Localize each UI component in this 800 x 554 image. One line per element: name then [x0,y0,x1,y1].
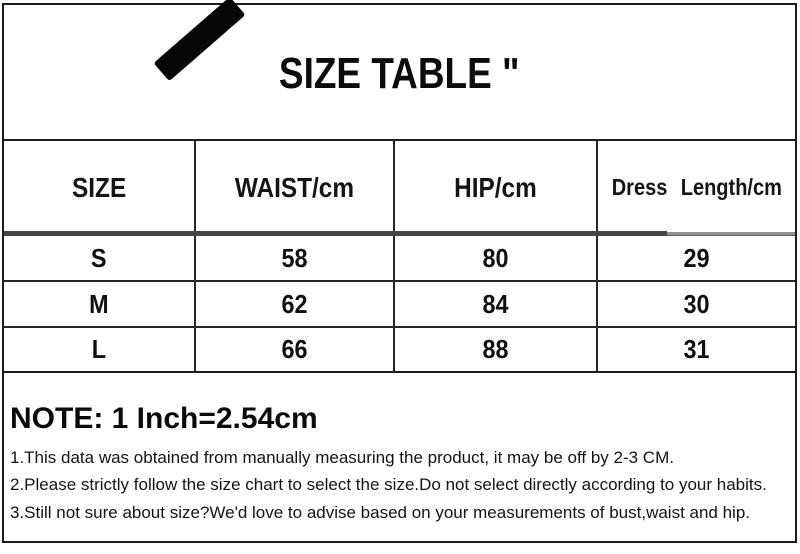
cell-waist-s: 58 [196,236,395,282]
cell-length-m: 30 [598,282,795,328]
cell-waist-m: 62 [196,282,395,328]
size-table [4,141,795,373]
column-header-waist: WAIST/cm [196,141,395,236]
column-header-hip: HIP/cm [395,141,598,236]
cell-size-l: L [4,328,196,371]
header-thin-rule [667,232,795,235]
header-thick-rule [4,231,667,236]
page-title-text: SIZE TABLE " [279,49,520,98]
note-line-2: 2.Please strictly follow the size chart to select the size.Do not select directly according to your habits. [10,475,767,494]
column-header-dress-length: Dress Length/cm [598,141,795,236]
note-list [10,444,785,527]
note-heading: NOTE: 1 Inch=2.54cm [10,402,318,435]
cell-hip-l: 88 [395,328,598,371]
cell-length-l: 31 [598,328,795,371]
note-line-1: 1.This data was obtained from manually measuring the product, it may be off by 2-3 CM. [10,447,674,467]
cell-length-s: 29 [598,236,795,282]
cell-waist-l: 66 [196,328,395,371]
page-title [4,49,795,99]
column-header-size: SIZE [4,141,196,236]
header-section [4,5,795,141]
note-line-3: 3.Still not sure about size?We'd love to advise based on your measurements of bust,waist and hip. [10,502,751,522]
cell-size-s: S [4,236,196,282]
outer-frame [2,3,797,543]
cell-size-m: M [4,282,196,328]
cell-hip-m: 84 [395,282,598,328]
notes-section [4,373,795,526]
cell-hip-s: 80 [395,236,598,282]
